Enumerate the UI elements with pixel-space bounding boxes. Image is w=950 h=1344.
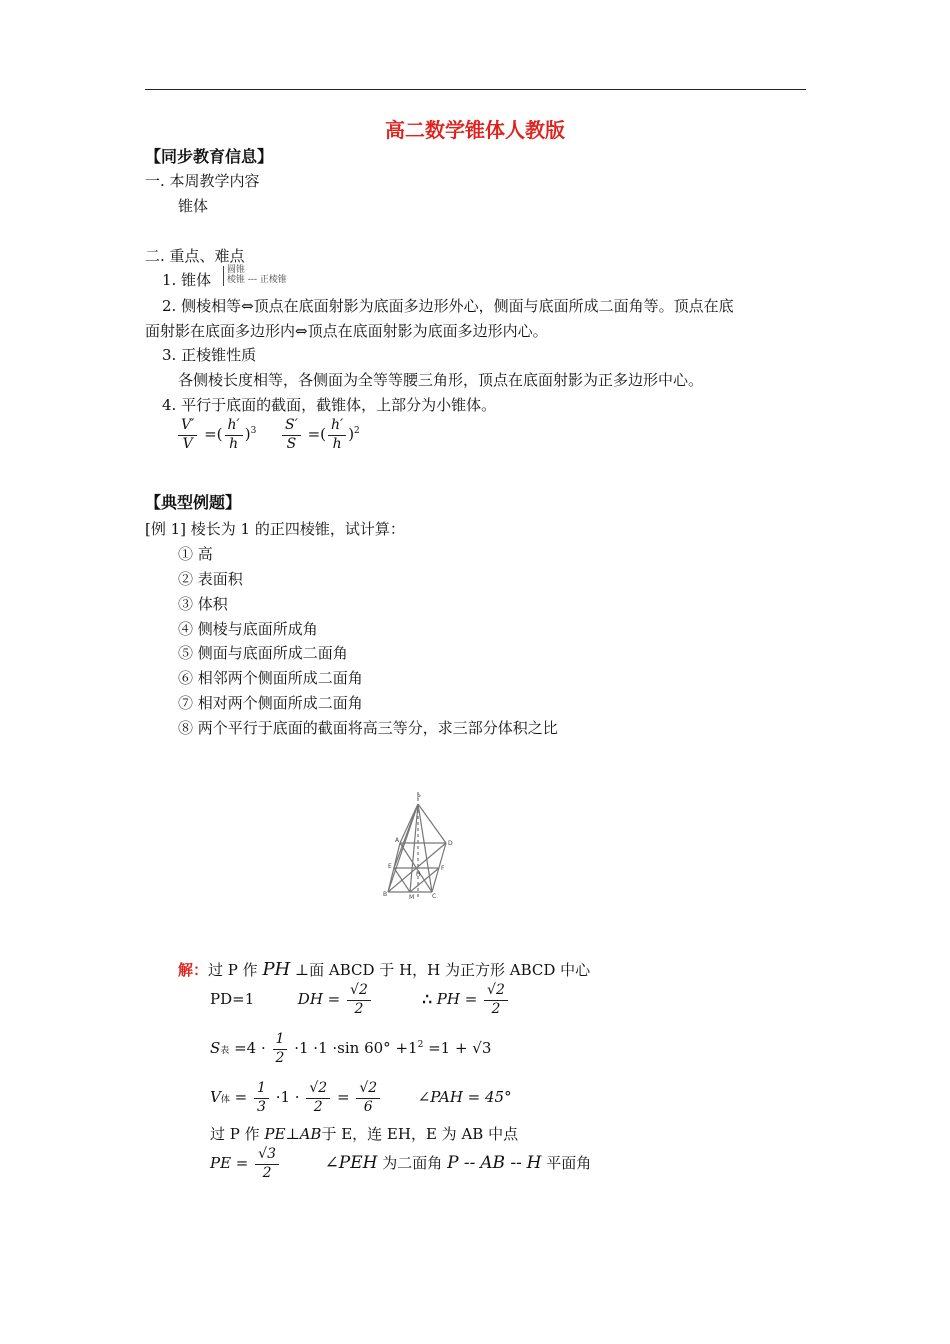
label-b: B — [383, 891, 388, 898]
example1-intro: [例 1] 棱长为 1 的正四棱锥，试计算： — [145, 520, 405, 538]
label-p: P — [417, 794, 421, 801]
label-f: F — [441, 865, 445, 872]
example1-item: ⑥ 相邻两个侧面所成二面角 — [178, 669, 363, 687]
item1-sub-top: 圆锥 — [227, 265, 246, 275]
label-e: E — [388, 863, 392, 870]
solution-area-line: S表 =4 · $\frac{1}{2}$ ·1 ·1 ·sin $60^\circ +1^2 =1 + √3$ — [210, 1031, 492, 1066]
example1-item: ⑧ 两个平行于底面的截面将高三等分，求三部分体积之比 — [178, 719, 558, 737]
label-h: H — [416, 871, 421, 878]
item3-body: 各侧棱长度相等，各侧面为全等等腰三角形，顶点在底面射影为正多边形中心。 — [178, 371, 704, 389]
header-rule — [145, 89, 806, 90]
label-m: M — [409, 894, 415, 901]
line-fm — [410, 868, 439, 892]
item1-brace — [223, 266, 287, 286]
section-header-sync: 【同步教育信息】 — [145, 147, 274, 166]
page-title: 高二数学锥体人教版 — [385, 118, 565, 142]
solution-line1: 解：过 P 作 PH ⊥面 ABCD 于 H，H 为正方形 ABCD 中心 — [178, 959, 591, 980]
item3-heading: 3. 正棱锥性质 — [162, 346, 257, 364]
solution-pe-line: 过 P 作 PE⊥AB于 E，连 EH，E 为 AB 中点 — [210, 1125, 519, 1143]
solution-pd-line: PD=1 DH = $\frac{√2}{2}$ ∴ PH = $\frac{√2}{2}$ — [210, 982, 510, 1018]
part2-heading: 二. 重点、难点 — [145, 247, 245, 265]
example1-item: ⑤ 侧面与底面所成二面角 — [178, 644, 348, 662]
edge-pc — [418, 804, 432, 892]
label-c: C — [432, 893, 437, 900]
item2-line2: 面射影在底面多边形内⇔顶点在底面射影为底面多边形内心。 — [145, 322, 548, 340]
item1-sub-bottom: 棱锥 --- 正棱锥 — [227, 274, 287, 285]
item4-heading: 4. 平行于底面的截面，截锥体，上部分为小锥体。 — [162, 396, 497, 414]
line-em — [394, 868, 410, 892]
item2-line1: 2. 侧棱相等⇔顶点在底面射影为底面多边形外心，侧面与底面所成二面角等。顶点在底 — [162, 297, 734, 315]
section-header-examples: 【典型例题】 — [145, 493, 242, 512]
solution-label: 解： — [178, 961, 209, 979]
line-pe — [394, 804, 418, 868]
solution-peh-line: PE = $\frac{√3}{2}$ ∠PEH 为二面角 P -- AB -- H 平面角 — [210, 1146, 592, 1181]
label-d: D — [448, 840, 453, 847]
example1-item: ② 表面积 — [178, 570, 243, 588]
example1-item: ① 高 — [178, 545, 213, 563]
formula-volume-ratio: $\frac{V'}{V}$ =( $\frac{h'}{h}$ )$^3$ — [176, 417, 256, 453]
part1-body: 锥体 — [178, 197, 209, 215]
part1-heading: 一. 本周教学内容 — [145, 172, 260, 190]
solution-volume-line: V体 = $\frac{1}{3}$ ·1 · $\frac{√2}{2}$ = $\frac{√2}{6}$ ∠PAH = 45° — [210, 1080, 512, 1115]
example1-item: ③ 体积 — [178, 595, 228, 613]
edge-pd — [418, 804, 446, 843]
example1-item: ④ 侧棱与底面所成角 — [178, 620, 318, 638]
label-a: A — [395, 837, 400, 844]
example1-item: ⑦ 相对两个侧面所成二面角 — [178, 694, 363, 712]
item1-label: 1. 锥体 — [162, 271, 212, 289]
pyramid-figure — [380, 788, 460, 904]
formula-area-ratio: $\frac{S'}{S}$ =( $\frac{h'}{h}$ )$^2$ — [280, 417, 360, 453]
